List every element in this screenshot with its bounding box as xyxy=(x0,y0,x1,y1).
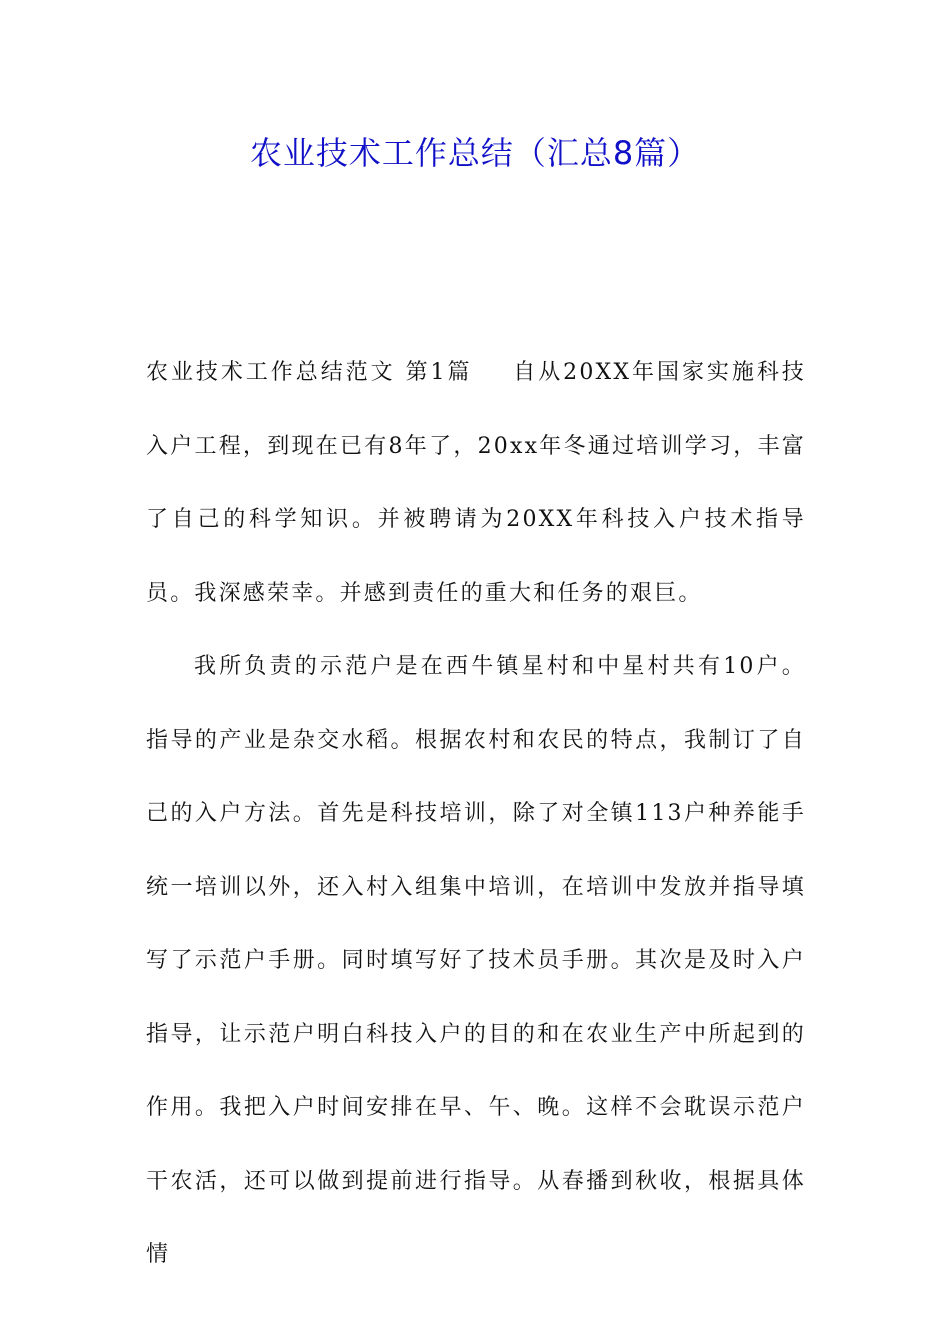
paragraph-1 xyxy=(146,336,806,630)
document-title: 农业技术工作总结（汇总8篇） xyxy=(249,134,701,172)
section-heading: 农业技术工作总结范文 第1篇 xyxy=(146,360,473,385)
document-body xyxy=(146,336,806,1292)
paragraph-2: 我所负责的示范户是在西牛镇星村和中星村共有10户。指导的产业是杂交水稻。根据农村和农民的特点，我制订了自己的入户方法。首先是科技培训，除了对全镇113户种养能手统一培训以外，还入村入组集中培训，在培训中发放并指导填写了示范户手册。同时填写好了技术员手册。其次是及时入户指导，让示范户明白科技入户的目的和在农业生产中所起到的作用。我把入户时间安排在早、午、晚。这样不会耽误示范户干农活，还可以做到提前进行指导。从春播到秋收，根据具体情 xyxy=(146,654,806,1267)
paragraph-1-text: 自从20XX年国家实施科技入户工程，到现在已有8年了，20xx年冬通过培训学习，丰富了自己的科学知识。并被聘请为20XX年科技入户技术指导员。我深感荣幸。并感到责任的重大和任务的艰巨。 xyxy=(146,360,807,606)
